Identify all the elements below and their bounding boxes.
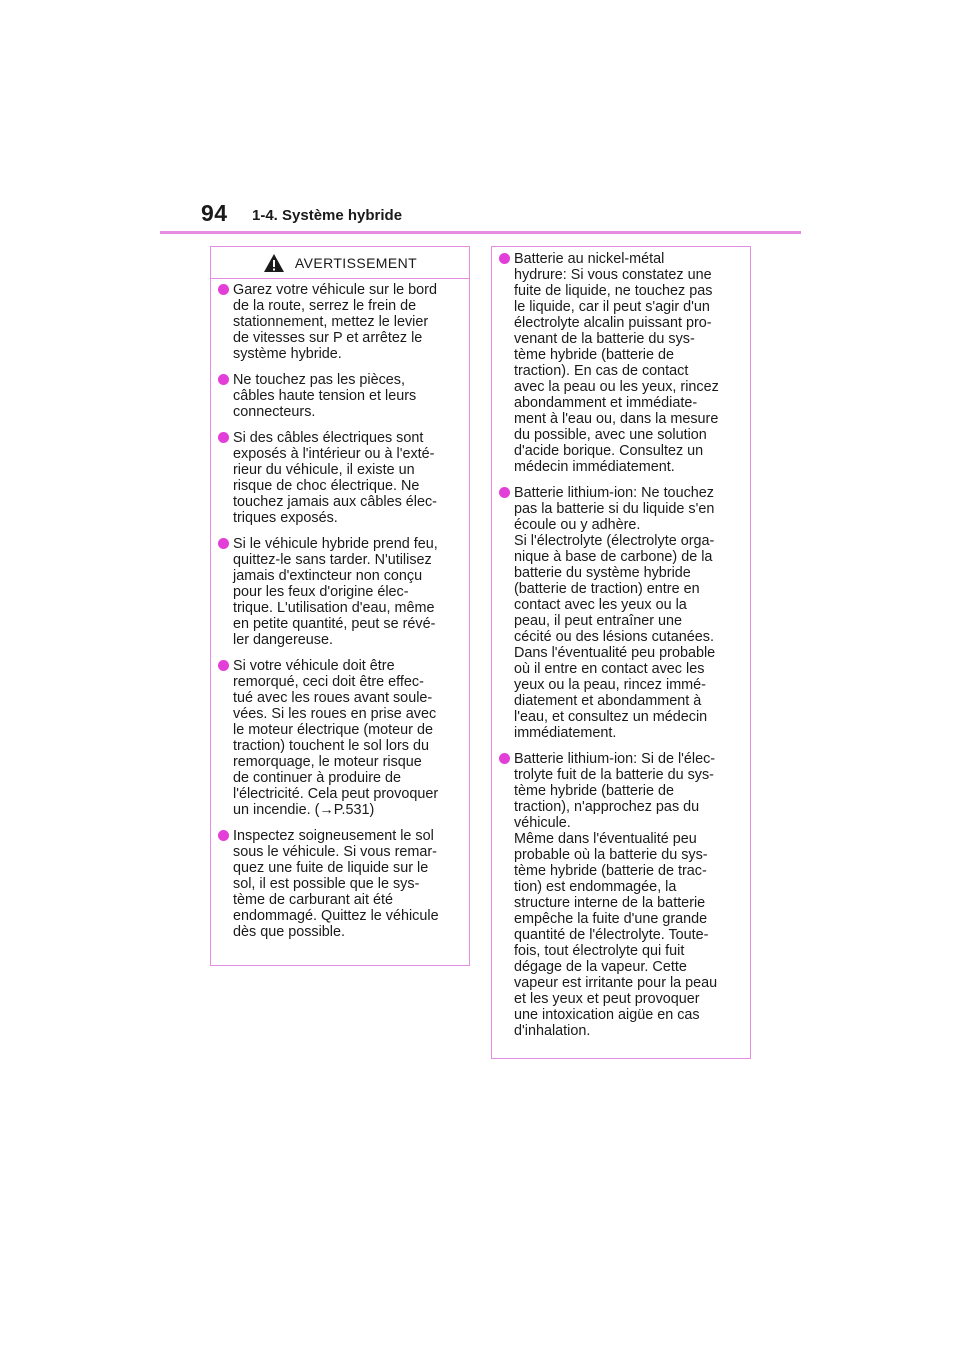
list-item <box>215 658 463 818</box>
warning-list-left <box>211 279 469 940</box>
item-text: Batterie lithium-ion: Si de l'élec- trolyte fuit de la batterie du sys- tème hybride (batterie de traction), n'approchez pas du véhicule. Même dans l'éventualité peu probable où la batterie du sys- tème hybride (batterie de trac- tion) est endommagée, la structure interne de la batterie empêche la fuite d'une grande quantité de l'électrolyte. Toute- fois, tout électrolyte qui fuit dégage de la vapeur. Cette vapeur est irritante pour la peau et les yeux et peut provoquer une intoxication aigüe en cas d'inhalation. <box>514 751 718 1039</box>
warning-title: AVERTISSEMENT <box>294 254 418 271</box>
item-text: Inspectez soigneusement le sol sous le véhicule. Si vous remar- quez une fuite de liquide sur le sol, il est possible que le sys- tème de carburant ait été endommagé. Quittez le véhicule dès que possible. <box>233 828 439 940</box>
bullet-icon <box>499 753 510 764</box>
list-item <box>496 751 744 1039</box>
bullet-icon <box>499 253 510 264</box>
list-item <box>215 828 463 940</box>
header-rule <box>160 231 801 234</box>
item-text: Ne touchez pas les pièces, câbles haute tension et leurs connecteurs. <box>233 372 417 420</box>
bullet-icon <box>218 374 229 385</box>
list-item <box>496 485 744 741</box>
list-item <box>215 282 463 362</box>
bullet-icon <box>218 538 229 549</box>
warning-triangle-icon <box>263 253 285 273</box>
list-item <box>215 372 463 420</box>
item-text: Si le véhicule hybride prend feu, quittez-le sans tarder. N'utilisez jamais d'extincteur non conçu pour les feux d'origine élec- trique. L'utilisation d'eau, même en petite quantité, peut se révé- ler dangereuse. <box>233 536 438 648</box>
item-text: Garez votre véhicule sur le bord de la route, serrez le frein de stationnement, mettez le levier de vitesses sur P et arrêtez le système hybride. <box>233 282 437 362</box>
bullet-icon <box>218 830 229 841</box>
list-item <box>215 430 463 526</box>
item-text: Batterie lithium-ion: Ne touchez pas la batterie si du liquide s'en écoule ou y adhère. Si l'électrolyte (électrolyte orga- nique à base de carbone) de la batterie du système hybride (batterie de traction) entre en contact avec les yeux ou la peau, il peut entraîner une cécité ou des lésions cutanées. Dans l'éventualité peu probable où il entre en contact avec les yeux ou la peau, rincez immé- diatement et abondamment à l'eau, et consultez un médecin immédiatement. <box>514 485 716 741</box>
item-text: Batterie au nickel-métal hydrure: Si vous constatez une fuite de liquide, ne touchez pas le liquide, car il peut s'agir d'un électrolyte alcalin puissant pro- venant de la batterie du sys- tème hybride (batterie de traction). En cas de contact avec la peau ou les yeux, rincez abondamment et immédiate- ment à l'eau ou, dans la mesure du possible, avec une solution d'acide borique. Consultez un médecin immédiatement. <box>514 251 719 475</box>
warning-header <box>211 247 469 279</box>
warning-list-right <box>492 247 750 1039</box>
list-item <box>496 251 744 475</box>
list-item <box>215 536 463 648</box>
section-title: 1-4. Système hybride <box>252 207 403 224</box>
warning-box-right <box>491 246 751 1059</box>
bullet-icon <box>499 487 510 498</box>
bullet-icon <box>218 432 229 443</box>
bullet-icon <box>218 660 229 671</box>
page-number: 94 <box>201 200 228 226</box>
item-text: Si des câbles électriques sont exposés à l'intérieur ou à l'exté- rieur du véhicule, il existe un risque de choc électrique. Ne touchez jamais aux câbles élec- triques exposés. <box>233 430 437 526</box>
bullet-icon <box>218 284 229 295</box>
item-text: Si votre véhicule doit être remorqué, ceci doit être effec- tué avec les roues avant soule- vées. Si les roues en prise avec le moteur électrique (moteur de traction) touchent le sol lors du remorquage, le moteur risque de continuer à produire de l'électricité. Cela peut provoquer un incendie. (→P.531) <box>233 658 439 818</box>
warning-box-left <box>210 246 470 966</box>
